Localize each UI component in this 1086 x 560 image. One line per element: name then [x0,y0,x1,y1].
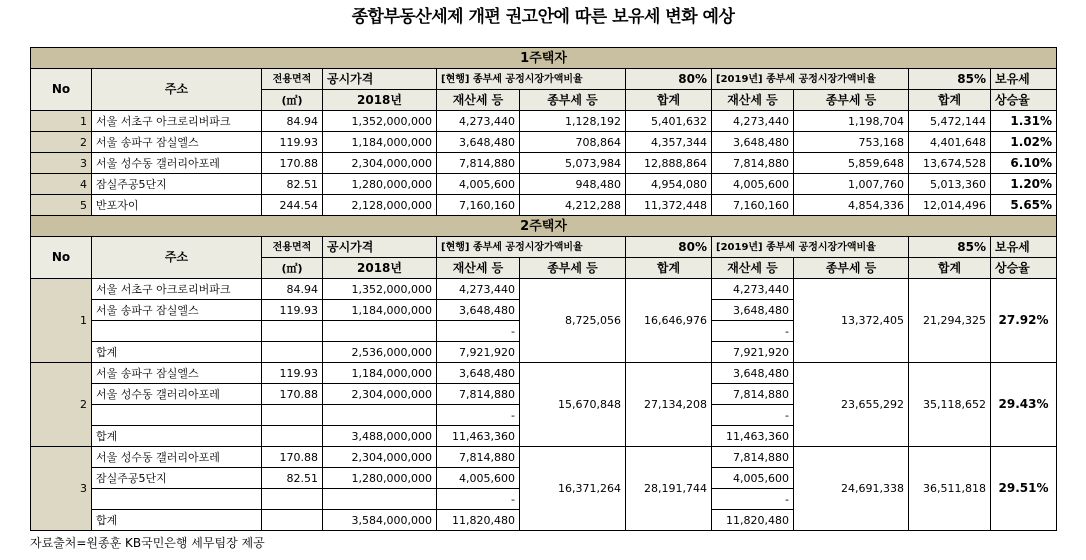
row-future-comp-tax: 753,168 [794,132,909,153]
row-area: 244.54 [262,195,323,216]
row-future-property-tax: 7,921,920 [712,342,794,363]
table-row [31,195,1057,216]
row-future-property-tax: 7,160,160 [712,195,794,216]
row-future-property-tax: 4,273,440 [712,279,794,300]
group-future-total: 21,294,325 [909,279,991,363]
no-header: No [31,237,92,279]
price-year: 2018년 [323,258,437,279]
future-total-header: 합계 [909,258,991,279]
area-header: 전용면적 [262,237,323,258]
source-note: 자료출처=원종훈 KB국민은행 세무팀장 제공 [30,536,265,550]
row-address: 서울 서초구 아크로리버파크 [92,279,262,300]
row-current-property-tax: 3,648,480 [437,300,520,321]
row-area [262,342,323,363]
row-area [262,489,323,510]
row-future-total: 5,013,360 [909,174,991,195]
current-comp-tax-header: 종부세 등 [520,258,626,279]
row-increase-rate: 5.65% [991,195,1057,216]
row-address: 서울 성수동 갤러리아포레 [92,153,262,174]
row-current-property-tax: 7,814,880 [437,384,520,405]
future-ratio-label: [2019년] 종부세 공정시장가액비율 [712,69,909,90]
row-future-comp-tax: 1,198,704 [794,111,909,132]
current-total-header: 합계 [626,90,712,111]
future-property-tax-header: 재산세 등 [712,258,794,279]
row-future-total: 5,472,144 [909,111,991,132]
table-row [31,447,1057,468]
row-current-property-tax: 4,005,600 [437,174,520,195]
row-price: 2,536,000,000 [323,342,437,363]
row-current-comp-tax: 4,212,288 [520,195,626,216]
current-total-header: 합계 [626,258,712,279]
section-two-owner-label: 2주택자 [31,216,1057,237]
row-future-property-tax: 4,273,440 [712,111,794,132]
row-price: 2,304,000,000 [323,384,437,405]
group-future-comp-tax: 24,691,338 [794,447,909,531]
row-address [92,405,262,426]
current-comp-tax-header: 종부세 등 [520,90,626,111]
row-address: 서울 성수동 갤러리아포레 [92,447,262,468]
area-header: 전용면적 [262,69,323,90]
row-current-property-tax: 4,005,600 [437,468,520,489]
row-current-total: 5,401,632 [626,111,712,132]
row-future-property-tax: 3,648,480 [712,363,794,384]
group-future-total: 36,511,818 [909,447,991,531]
row-future-property-tax: 4,005,600 [712,468,794,489]
current-property-tax-header: 재산세 등 [437,90,520,111]
row-address: 잠실주공5단지 [92,468,262,489]
price-header: 공시가격 [323,69,437,90]
row-current-total: 11,372,448 [626,195,712,216]
section-two-owner [31,216,1057,237]
group-current-comp-tax: 15,670,848 [520,363,626,447]
current-ratio-value: 80% [626,69,712,90]
row-price [323,405,437,426]
row-address: 반포자이 [92,195,262,216]
row-current-property-tax: - [437,489,520,510]
row-address [92,321,262,342]
table-row [31,174,1057,195]
row-price: 1,280,000,000 [323,468,437,489]
table-row [31,111,1057,132]
row-current-property-tax: - [437,405,520,426]
row-address: 합계 [92,426,262,447]
current-ratio-value: 80% [626,237,712,258]
row-future-property-tax: 3,648,480 [712,300,794,321]
row-current-property-tax: 7,160,160 [437,195,520,216]
row-current-total: 12,888,864 [626,153,712,174]
row-no: 3 [31,153,92,174]
row-future-property-tax: - [712,405,794,426]
row-current-property-tax: 7,921,920 [437,342,520,363]
row-price: 1,280,000,000 [323,174,437,195]
group-increase-rate: 27.92% [991,279,1057,363]
row-future-property-tax: 3,648,480 [712,132,794,153]
row-area: 170.88 [262,384,323,405]
table-row [31,279,1057,300]
row-price: 2,304,000,000 [323,447,437,468]
group-future-comp-tax: 23,655,292 [794,363,909,447]
group-future-comp-tax: 13,372,405 [794,279,909,363]
row-current-total: 4,357,344 [626,132,712,153]
row-area [262,426,323,447]
row-current-property-tax: 11,820,480 [437,510,520,531]
row-future-property-tax: 7,814,880 [712,384,794,405]
row-price: 3,488,000,000 [323,426,437,447]
row-area [262,321,323,342]
row-no: 4 [31,174,92,195]
no-header: No [31,69,92,111]
row-current-property-tax: 7,814,880 [437,447,520,468]
current-property-tax-header: 재산세 등 [437,258,520,279]
header-row-1 [31,237,1057,258]
row-area: 119.93 [262,132,323,153]
row-price: 1,184,000,000 [323,363,437,384]
row-current-comp-tax: 948,480 [520,174,626,195]
table-row [31,363,1057,384]
current-ratio-label: [현행] 종부세 공정시장가액비율 [437,69,626,90]
row-future-total: 13,674,528 [909,153,991,174]
row-price: 1,184,000,000 [323,132,437,153]
group-no: 3 [31,447,92,531]
row-price [323,489,437,510]
price-header: 공시가격 [323,237,437,258]
future-ratio-value: 85% [909,69,991,90]
row-no: 5 [31,195,92,216]
row-no: 2 [31,132,92,153]
row-price [323,321,437,342]
row-increase-rate: 1.02% [991,132,1057,153]
future-property-tax-header: 재산세 등 [712,90,794,111]
group-future-total: 35,118,652 [909,363,991,447]
row-address: 서울 송파구 잠실엘스 [92,363,262,384]
group-no: 2 [31,363,92,447]
group-current-comp-tax: 16,371,264 [520,447,626,531]
price-year: 2018년 [323,90,437,111]
row-future-property-tax: 11,820,480 [712,510,794,531]
area-unit: (㎡) [262,90,323,111]
future-comp-tax-header: 종부세 등 [794,258,909,279]
row-address: 합계 [92,510,262,531]
row-area: 119.93 [262,300,323,321]
group-increase-rate: 29.51% [991,447,1057,531]
rate-header-top: 보유세 [991,69,1057,90]
row-area: 84.94 [262,111,323,132]
page-title: 종합부동산세제 개편 권고안에 따른 보유세 변화 예상 [351,7,735,27]
row-current-comp-tax: 5,073,984 [520,153,626,174]
row-future-comp-tax: 4,854,336 [794,195,909,216]
row-increase-rate: 6.10% [991,153,1057,174]
row-price: 1,184,000,000 [323,300,437,321]
row-address: 서울 송파구 잠실엘스 [92,300,262,321]
row-future-comp-tax: 5,859,648 [794,153,909,174]
row-future-total: 4,401,648 [909,132,991,153]
row-area: 119.93 [262,363,323,384]
row-price: 3,584,000,000 [323,510,437,531]
row-current-property-tax: 4,273,440 [437,279,520,300]
header-row-1 [31,69,1057,90]
row-current-total: 4,954,080 [626,174,712,195]
row-current-property-tax: 7,814,880 [437,153,520,174]
row-area [262,510,323,531]
future-ratio-value: 85% [909,237,991,258]
rate-header-bottom: 상승율 [991,258,1057,279]
table-row [31,153,1057,174]
row-area: 82.51 [262,174,323,195]
rate-header-bottom: 상승율 [991,90,1057,111]
row-price: 2,304,000,000 [323,153,437,174]
row-increase-rate: 1.20% [991,174,1057,195]
row-address: 합계 [92,342,262,363]
row-future-property-tax: 7,814,880 [712,153,794,174]
row-address [92,489,262,510]
address-header: 주소 [92,69,262,111]
row-area: 82.51 [262,468,323,489]
row-current-property-tax: 4,273,440 [437,111,520,132]
table-row [31,132,1057,153]
rate-header-top: 보유세 [991,237,1057,258]
area-unit: (㎡) [262,258,323,279]
group-current-comp-tax: 8,725,056 [520,279,626,363]
row-address: 서울 서초구 아크로리버파크 [92,111,262,132]
group-current-total: 28,191,744 [626,447,712,531]
row-current-comp-tax: 1,128,192 [520,111,626,132]
row-future-property-tax: 7,814,880 [712,447,794,468]
section-single-owner [31,48,1057,69]
group-no: 1 [31,279,92,363]
current-ratio-label: [현행] 종부세 공정시장가액비율 [437,237,626,258]
tax-table [30,47,1057,531]
row-no: 1 [31,111,92,132]
row-current-property-tax: - [437,321,520,342]
future-ratio-label: [2019년] 종부세 공정시장가액비율 [712,237,909,258]
row-area [262,405,323,426]
row-increase-rate: 1.31% [991,111,1057,132]
row-future-comp-tax: 1,007,760 [794,174,909,195]
row-future-total: 12,014,496 [909,195,991,216]
row-address: 서울 성수동 갤러리아포레 [92,384,262,405]
row-area: 170.88 [262,447,323,468]
row-address: 잠실주공5단지 [92,174,262,195]
row-area: 170.88 [262,153,323,174]
row-price: 1,352,000,000 [323,111,437,132]
future-total-header: 합계 [909,90,991,111]
row-future-property-tax: 11,463,360 [712,426,794,447]
row-future-property-tax: 4,005,600 [712,174,794,195]
group-increase-rate: 29.43% [991,363,1057,447]
row-price: 1,352,000,000 [323,279,437,300]
row-price: 2,128,000,000 [323,195,437,216]
row-future-property-tax: - [712,321,794,342]
row-area: 84.94 [262,279,323,300]
row-address: 서울 송파구 잠실엘스 [92,132,262,153]
group-current-total: 16,646,976 [626,279,712,363]
section-single-owner-label: 1주택자 [31,48,1057,69]
row-current-property-tax: 11,463,360 [437,426,520,447]
row-current-comp-tax: 708,864 [520,132,626,153]
future-comp-tax-header: 종부세 등 [794,90,909,111]
row-current-property-tax: 3,648,480 [437,363,520,384]
row-current-property-tax: 3,648,480 [437,132,520,153]
group-current-total: 27,134,208 [626,363,712,447]
address-header: 주소 [92,237,262,279]
row-future-property-tax: - [712,489,794,510]
